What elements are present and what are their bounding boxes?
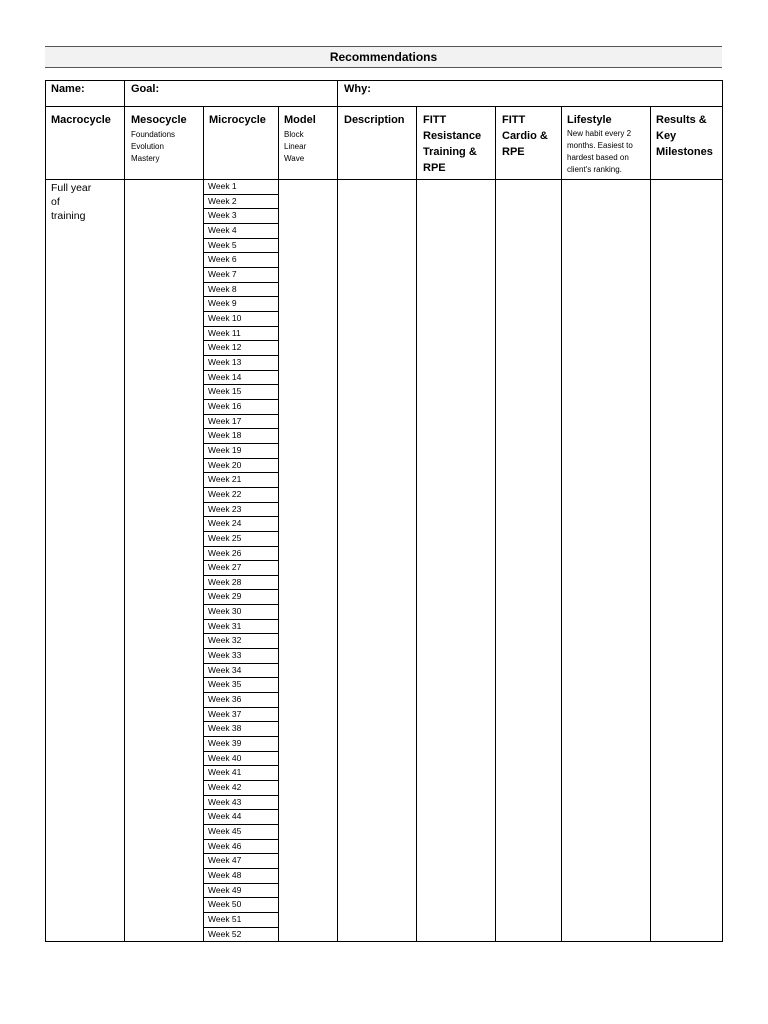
week-row-divider	[203, 897, 278, 898]
header-fitt-cardio-line: FITT	[502, 114, 526, 126]
mesocycle-option: Evolution	[131, 142, 164, 151]
col-divider-name	[124, 80, 125, 942]
week-row-divider	[203, 546, 278, 547]
week-row-divider	[203, 589, 278, 590]
week-cell: Week 49	[208, 884, 242, 895]
week-cell: Week 44	[208, 811, 242, 822]
week-row-divider	[203, 839, 278, 840]
header-lifestyle: Lifestyle	[567, 114, 612, 126]
week-row-divider	[203, 633, 278, 634]
week-row-divider	[203, 809, 278, 810]
week-cell: Week 1	[208, 181, 237, 191]
header-mesocycle: Mesocycle	[131, 114, 187, 126]
week-cell: Week 7	[208, 268, 237, 279]
lifestyle-note-line: New habit every 2	[567, 129, 632, 138]
name-label: Name:	[51, 83, 85, 95]
week-cell: Week 30	[208, 606, 242, 617]
model-option: Linear	[284, 142, 307, 151]
recommendations-table	[45, 80, 723, 942]
week-row-divider	[203, 648, 278, 649]
week-row-divider	[203, 927, 278, 928]
week-row-divider	[203, 707, 278, 708]
week-row-divider	[203, 311, 278, 312]
week-row-divider	[203, 531, 278, 532]
header-results-line: Key	[656, 130, 677, 142]
week-row-divider	[203, 414, 278, 415]
week-row-divider	[203, 370, 278, 371]
week-cell: Week 32	[208, 635, 242, 646]
week-row-divider	[203, 458, 278, 459]
week-cell: Week 41	[208, 767, 242, 778]
col-divider-lifestyle	[650, 106, 651, 942]
header-results-line: Results &	[656, 114, 707, 126]
week-row-divider	[203, 487, 278, 488]
week-row-divider	[203, 765, 278, 766]
week-cell: Week 28	[208, 576, 242, 587]
week-cell: Week 48	[208, 870, 242, 881]
week-cell: Week 8	[208, 283, 237, 294]
header-fitt-resistance-line: Resistance	[423, 130, 482, 142]
why-label: Why:	[344, 83, 371, 95]
week-cell: Week 38	[208, 723, 242, 734]
week-row-divider	[203, 208, 278, 209]
week-cell: Week 5	[208, 239, 237, 250]
col-divider-fitt-cardio	[561, 106, 562, 942]
week-row-divider	[203, 795, 278, 796]
week-row-divider	[203, 472, 278, 473]
week-row-divider	[203, 560, 278, 561]
week-row-divider	[203, 663, 278, 664]
header-fitt-resistance-line: RPE	[423, 162, 446, 174]
macrocycle-value-line: training	[51, 210, 86, 222]
header-fitt-resistance-line: Training &	[423, 146, 477, 158]
week-row-divider	[203, 736, 278, 737]
week-cell: Week 21	[208, 474, 242, 485]
lifestyle-note-line: months. Easiest to	[567, 141, 633, 150]
header-description: Description	[344, 114, 405, 126]
week-cell: Week 33	[208, 650, 242, 661]
week-row-divider	[203, 883, 278, 884]
week-cell: Week 9	[208, 298, 237, 309]
page-title: Recommendations	[45, 46, 722, 68]
table-top-border	[45, 80, 722, 81]
week-row-divider	[203, 516, 278, 517]
week-row-divider	[203, 721, 278, 722]
header-fitt-resistance-line: FITT	[423, 114, 447, 126]
table-bottom-border	[45, 941, 722, 942]
week-row-divider	[203, 677, 278, 678]
week-cell: Week 11	[208, 327, 241, 338]
week-cell: Week 2	[208, 195, 237, 206]
lifestyle-note-line: hardest based on	[567, 153, 629, 162]
week-cell: Week 51	[208, 914, 242, 924]
week-row-divider	[203, 384, 278, 385]
week-row-divider	[203, 355, 278, 356]
week-row-divider	[203, 575, 278, 576]
week-row-divider	[203, 223, 278, 224]
week-row-divider	[203, 604, 278, 605]
col-divider-goal	[337, 80, 338, 942]
week-row-divider	[203, 340, 278, 341]
week-cell: Week 37	[208, 708, 242, 719]
week-cell: Week 47	[208, 855, 242, 866]
week-cell: Week 40	[208, 752, 242, 763]
week-row-divider	[203, 619, 278, 620]
col-divider-fitt-resistance	[495, 106, 496, 942]
week-cell: Week 12	[208, 342, 242, 353]
week-cell: Week 34	[208, 664, 242, 675]
header-row-divider	[45, 179, 722, 180]
goal-label: Goal:	[131, 83, 160, 95]
week-row-divider	[203, 194, 278, 195]
week-cell: Week 35	[208, 679, 242, 690]
week-cell: Week 31	[208, 620, 242, 631]
model-option: Wave	[284, 154, 305, 163]
week-row-divider	[203, 824, 278, 825]
week-cell: Week 36	[208, 694, 242, 705]
week-row-divider	[203, 751, 278, 752]
week-row-divider	[203, 282, 278, 283]
week-cell: Week 46	[208, 840, 242, 851]
week-cell: Week 22	[208, 488, 242, 499]
mesocycle-option: Foundations	[131, 130, 176, 139]
week-row-divider	[203, 428, 278, 429]
week-cell: Week 13	[208, 356, 242, 367]
week-row-divider	[203, 267, 278, 268]
week-cell: Week 19	[208, 444, 242, 455]
week-row-divider	[203, 502, 278, 503]
week-cell: Week 23	[208, 503, 242, 514]
week-cell: Week 25	[208, 532, 242, 543]
header-fitt-cardio-line: Cardio &	[502, 130, 548, 142]
week-cell: Week 29	[208, 591, 242, 602]
week-row-divider	[203, 443, 278, 444]
week-cell: Week 10	[208, 312, 242, 323]
week-row-divider	[203, 238, 278, 239]
info-row-divider	[45, 106, 722, 107]
header-model: Model	[284, 114, 316, 126]
week-cell: Week 27	[208, 562, 242, 573]
macrocycle-value-line: of	[51, 196, 60, 208]
week-row-divider	[203, 780, 278, 781]
mesocycle-option: Mastery	[131, 154, 160, 163]
week-cell: Week 3	[208, 210, 237, 221]
week-cell: Week 18	[208, 430, 242, 441]
week-cell: Week 45	[208, 826, 242, 837]
header-fitt-cardio-line: RPE	[502, 146, 525, 158]
week-row-divider	[203, 868, 278, 869]
col-divider-microcycle	[278, 106, 279, 942]
week-row-divider	[203, 912, 278, 913]
week-cell: Week 6	[208, 254, 237, 265]
header-results-line: Milestones	[656, 146, 713, 158]
table-left-border	[45, 80, 46, 942]
macrocycle-value-line: Full year	[51, 182, 92, 194]
model-option: Block	[284, 130, 304, 139]
week-row-divider	[203, 326, 278, 327]
week-cell: Week 17	[208, 415, 242, 426]
week-cell: Week 43	[208, 796, 242, 807]
week-row-divider	[203, 296, 278, 297]
week-cell: Week 16	[208, 400, 242, 411]
week-row-divider	[203, 399, 278, 400]
week-cell: Week 14	[208, 371, 242, 382]
col-divider-description	[416, 106, 417, 942]
week-cell: Week 4	[208, 224, 237, 235]
week-cell: Week 26	[208, 547, 242, 558]
week-cell: Week 52	[208, 928, 242, 939]
week-cell: Week 20	[208, 459, 242, 470]
header-macrocycle: Macrocycle	[51, 114, 111, 126]
week-cell: Week 15	[208, 386, 242, 397]
table-right-border	[722, 80, 723, 942]
header-microcycle: Microcycle	[209, 114, 266, 126]
lifestyle-note-line: client's ranking.	[567, 165, 622, 174]
week-cell: Week 39	[208, 738, 242, 749]
week-row-divider	[203, 853, 278, 854]
week-row-divider	[203, 252, 278, 253]
week-cell: Week 24	[208, 518, 242, 529]
week-cell: Week 42	[208, 782, 242, 793]
week-row-divider	[203, 692, 278, 693]
week-cell: Week 50	[208, 899, 242, 910]
